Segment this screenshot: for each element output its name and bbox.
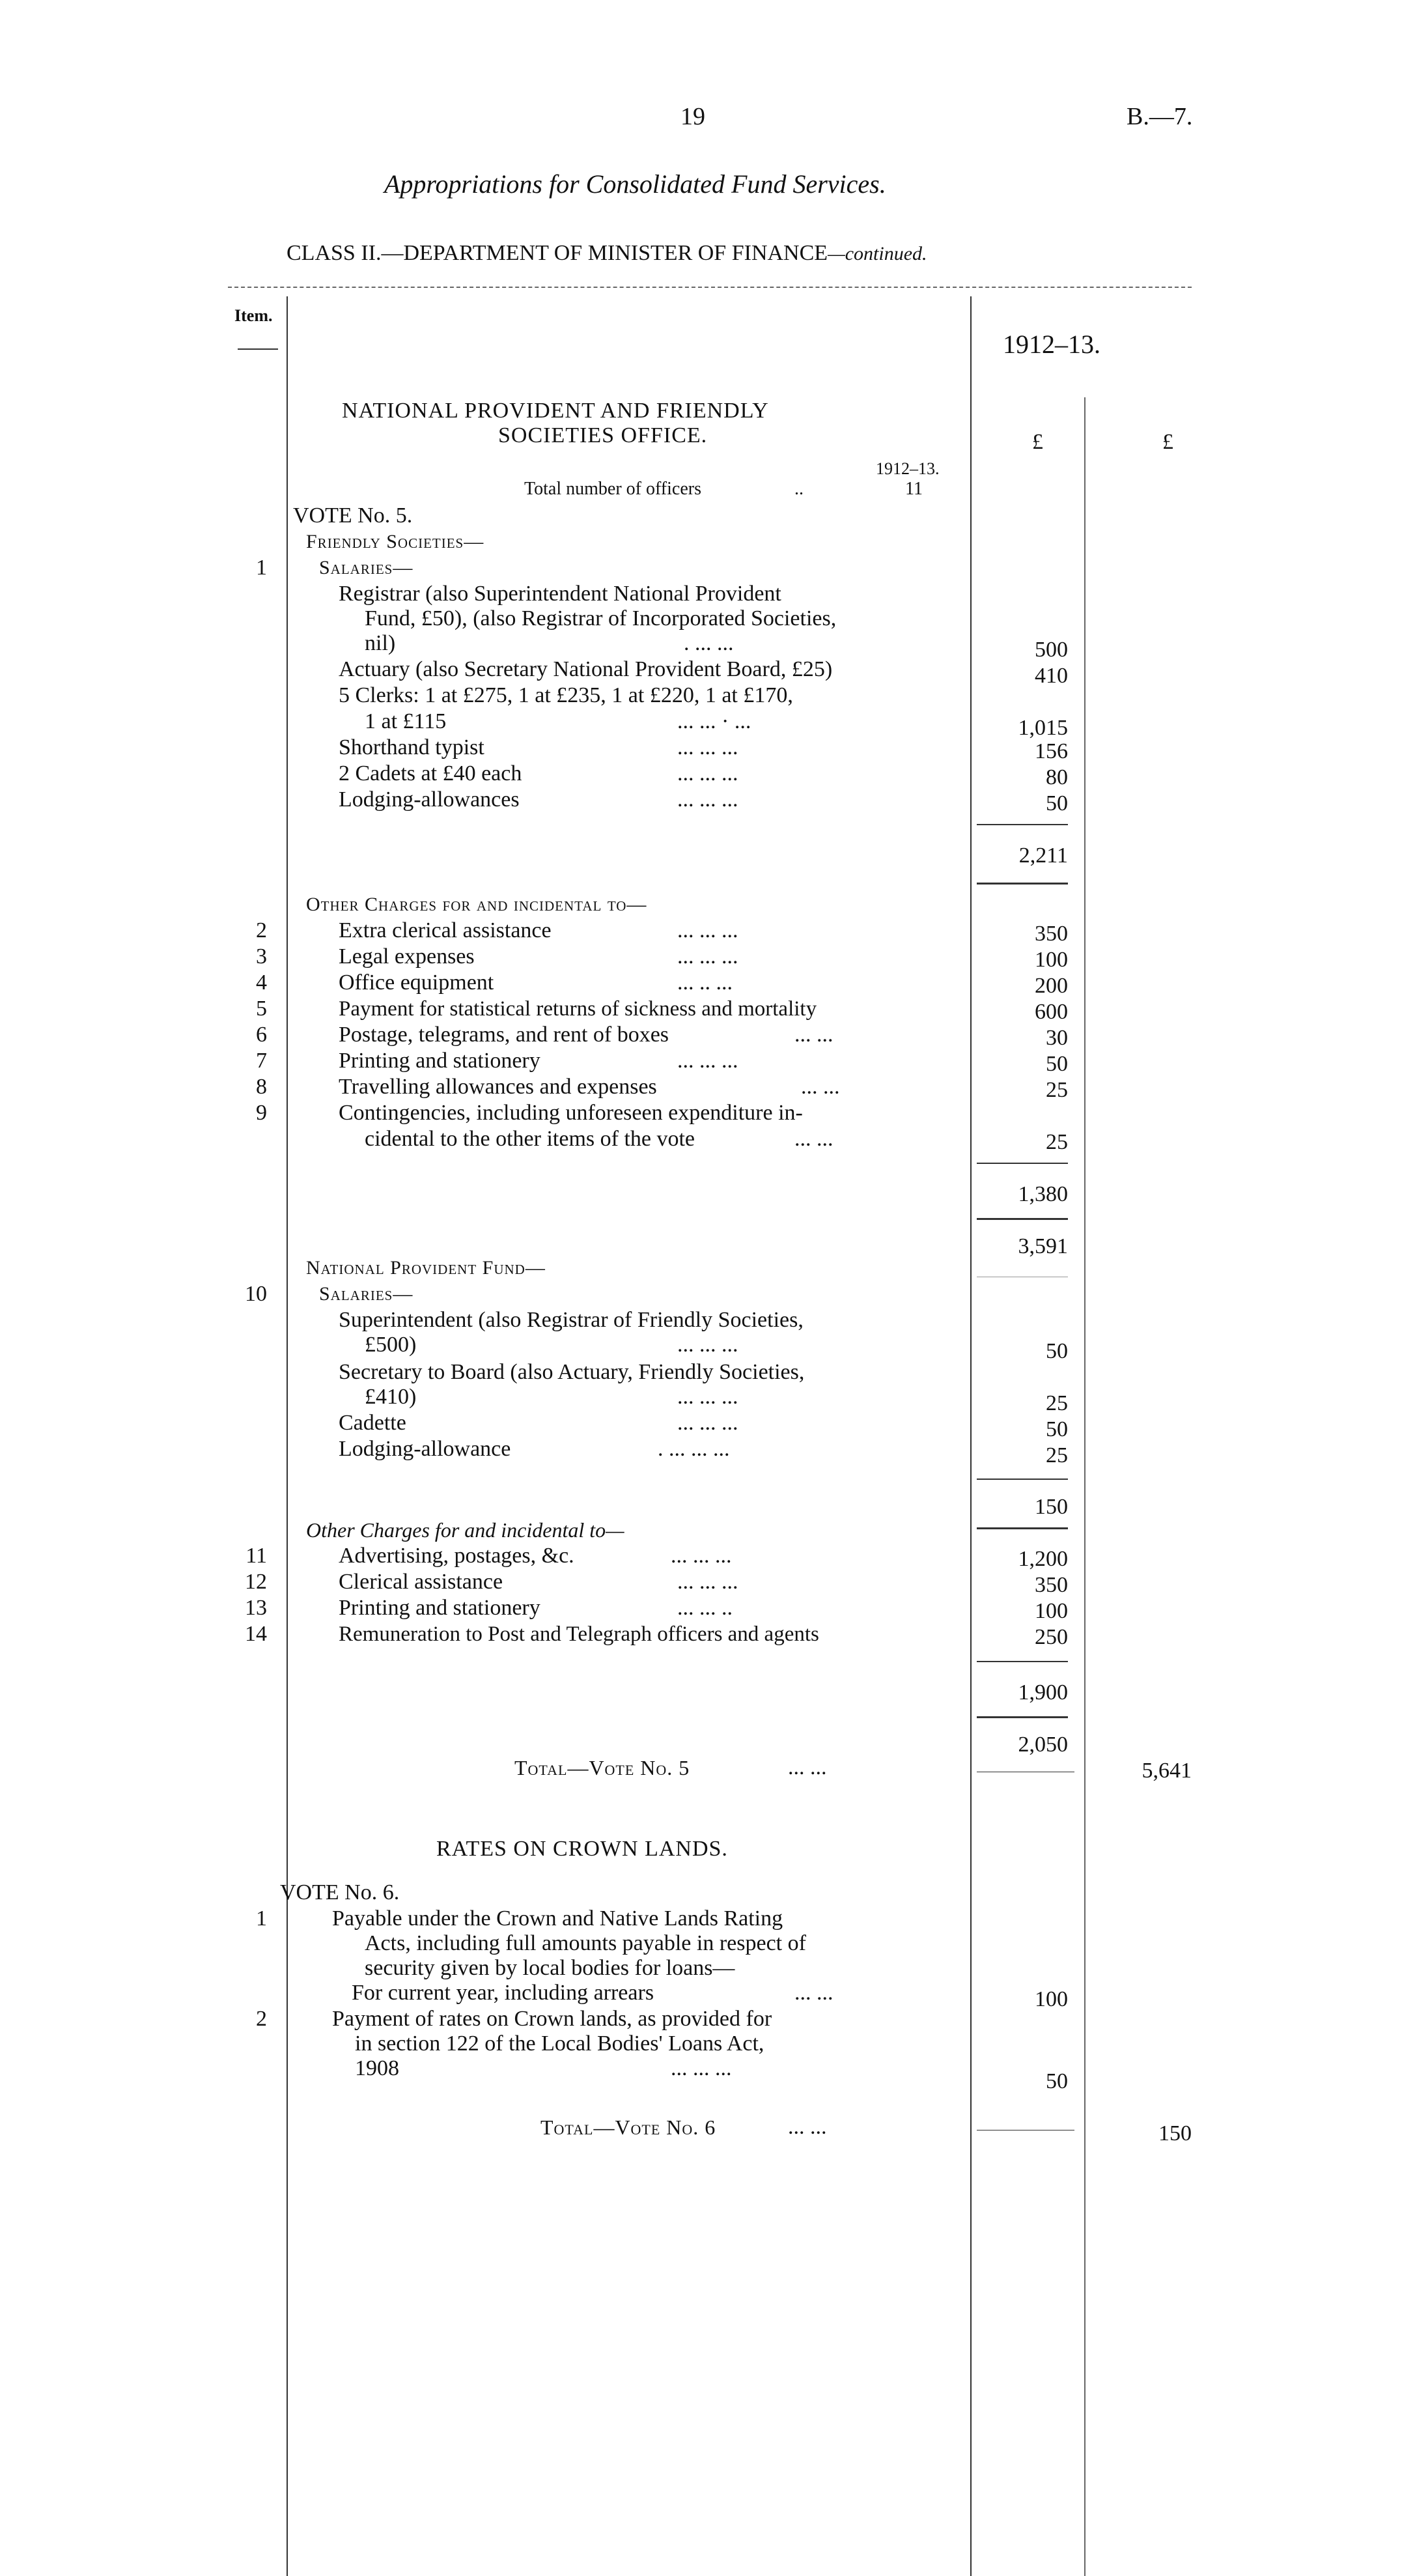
item-number: 5 <box>256 997 267 1021</box>
class-heading-main: CLASS II.—DEPARTMENT OF MINISTER OF FINANCE <box>287 241 828 265</box>
leader-dots: ... ... <box>788 1755 827 1779</box>
charge-line: Payment for statistical returns of sickness and mortality <box>339 997 817 1021</box>
salary-line: Fund, £50), (also Registrar of Incorporated Societies, <box>365 606 837 630</box>
officers-dots: .. <box>794 479 804 499</box>
sum-rule <box>977 1716 1068 1718</box>
section-title-line1: NATIONAL PROVIDENT AND FRIENDLY <box>342 399 769 423</box>
leader-dots: . ... ... ... <box>658 1437 730 1461</box>
sum-rule <box>977 1163 1068 1164</box>
salary-line: 2 Cadets at £40 each <box>339 761 522 786</box>
npf-line: Cadette <box>339 1411 406 1435</box>
amount-value: 350 <box>1035 922 1068 946</box>
leader-dots: ... ... <box>801 1075 840 1099</box>
amount-value: 80 <box>1046 765 1068 789</box>
rates-line: Acts, including full amounts payable in respect of <box>365 1931 806 1955</box>
amount-value: 200 <box>1035 974 1068 998</box>
charge-line: Extra clerical assistance <box>339 918 552 942</box>
charge-line: Legal expenses <box>339 944 475 969</box>
item-number: 12 <box>245 1570 267 1594</box>
leader-dots: ... ... <box>794 1127 834 1151</box>
amount-value: 410 <box>1035 664 1068 688</box>
officers-count: 11 <box>905 479 923 499</box>
amount-value: 1,200 <box>1018 1547 1068 1571</box>
leader-dots: ... ... ... <box>677 918 738 942</box>
vote6-total-value: 150 <box>1158 2121 1192 2145</box>
section-title-line2: SOCIETIES OFFICE. <box>498 423 708 447</box>
item-number: 10 <box>245 1282 267 1306</box>
sum-rule <box>977 1661 1068 1662</box>
npf-heading: National Provident Fund— <box>306 1257 546 1279</box>
table-top-rule <box>228 287 1192 288</box>
npf-other-total: 1,900 <box>1018 1680 1068 1705</box>
other-charges-total: 1,380 <box>1018 1182 1068 1206</box>
page-title: Appropriations for Consolidated Fund Services. <box>384 169 886 199</box>
officers-year: 1912–13. <box>876 459 940 478</box>
leader-dots: ... ... ... <box>677 787 738 812</box>
item-number: 2 <box>256 918 267 942</box>
npf-salaries-total: 150 <box>1035 1495 1068 1519</box>
item-number: 4 <box>256 970 267 995</box>
item-number: 7 <box>256 1049 267 1073</box>
item-number: 3 <box>256 944 267 969</box>
amount-value: 1,015 <box>1018 716 1068 740</box>
sum-rule <box>977 1527 1068 1529</box>
npf-other-heading: Other Charges for and incidental to— <box>306 1518 624 1542</box>
item-header-rule <box>238 348 278 350</box>
other-charges-heading: Other Charges for and incidental to— <box>306 894 647 915</box>
npf-line: Secretary to Board (also Actuary, Friendly Societies, <box>339 1360 805 1384</box>
amount-value: 100 <box>1035 948 1068 972</box>
amount-column-unit: £ <box>1032 430 1043 454</box>
page-number: 19 <box>680 103 705 130</box>
sum-rule <box>977 824 1068 825</box>
salaries-total: 2,211 <box>1018 843 1068 868</box>
salaries-heading: Salaries— <box>319 557 413 578</box>
charge-line: Office equipment <box>339 970 494 995</box>
npf-line: £410) <box>365 1385 417 1409</box>
sum-rule <box>977 883 1068 885</box>
item-number: 11 <box>245 1544 267 1568</box>
amount-value: 30 <box>1046 1026 1068 1050</box>
charge-line: Postage, telegrams, and rent of boxes <box>339 1023 669 1047</box>
salary-line: nil) <box>365 631 396 655</box>
rates-vote-label: VOTE No. 6. <box>280 1880 400 1904</box>
rates-line: security given by local bodies for loans— <box>365 1956 735 1980</box>
npf-total: 2,050 <box>1018 1733 1068 1757</box>
sum-rule <box>977 1479 1068 1480</box>
npf-line: Superintendent (also Registrar of Friendly Societies, <box>339 1308 804 1332</box>
leader-dots: ... ... <box>794 1023 834 1047</box>
salary-line: 1 at £115 <box>365 709 447 733</box>
amount-value: 600 <box>1035 1000 1068 1024</box>
npf-salaries-heading: Salaries— <box>319 1283 413 1305</box>
amount-value: 50 <box>1046 2069 1068 2093</box>
amount-value: 25 <box>1046 1391 1068 1415</box>
report-code: B.—7. <box>1127 103 1193 130</box>
class-heading <box>287 241 927 266</box>
leader-dots: ... ... .. <box>677 1596 733 1620</box>
salary-line: Registrar (also Superintendent National Provident <box>339 582 781 606</box>
leader-dots: ... .. ... <box>677 970 733 995</box>
year-column-header: 1912–13. <box>1003 330 1100 359</box>
item-number: 9 <box>256 1101 267 1125</box>
leader-dots: ... ... ... <box>677 1411 738 1435</box>
officers-label: Total number of officers <box>524 479 701 499</box>
vote-label: VOTE No. 5. <box>293 503 413 528</box>
item-number: 1 <box>256 1906 267 1931</box>
item-number: 14 <box>245 1622 267 1646</box>
amount-value: 500 <box>1035 638 1068 662</box>
leader-dots: ... ... ... <box>677 944 738 969</box>
friendly-societies-heading: Friendly Societies— <box>306 531 484 552</box>
amount-value: 156 <box>1035 739 1068 763</box>
npf-line: £500) <box>365 1333 417 1357</box>
amount-value: 100 <box>1035 1987 1068 2011</box>
leader-dots: ... ... ... <box>677 735 738 759</box>
leader-dots: ... ... ... <box>677 761 738 786</box>
amount-column-rule <box>970 296 972 2576</box>
npf-charge-line: Remuneration to Post and Telegraph officers and agents <box>339 1622 819 1646</box>
leader-dots: ... ... <box>794 1981 834 2005</box>
amount-value: 50 <box>1046 1339 1068 1363</box>
amount-value: 100 <box>1035 1599 1068 1623</box>
leader-dots: ... ... <box>788 2115 827 2139</box>
amount-value: 250 <box>1035 1625 1068 1649</box>
vote5-total-label: Total—Vote No. 5 <box>514 1756 690 1779</box>
rates-line: in section 122 of the Local Bodies' Loans Act, <box>355 2031 764 2056</box>
amount-value: 50 <box>1046 1417 1068 1441</box>
leader-dots: ... ... ... <box>677 1333 738 1357</box>
total-column-unit: £ <box>1162 430 1173 454</box>
npf-charge-line: Advertising, postages, &c. <box>339 1544 574 1568</box>
leader-dots: ... ... ... <box>671 1544 732 1568</box>
sum-rule <box>977 1218 1068 1220</box>
item-column-rule <box>287 296 288 2576</box>
vote6-total-label: Total—Vote No. 6 <box>540 2116 716 2139</box>
amount-value: 25 <box>1046 1443 1068 1467</box>
rates-line: For current year, including arrears <box>352 1981 654 2005</box>
salary-line: Shorthand typist <box>339 735 484 759</box>
item-number: 1 <box>256 556 267 580</box>
charge-line: cidental to the other items of the vote <box>365 1127 695 1151</box>
salary-line: Lodging-allowances <box>339 787 520 812</box>
rates-section-title: RATES ON CROWN LANDS. <box>436 1837 728 1861</box>
charge-line: Printing and stationery <box>339 1049 540 1073</box>
leader-dots: ... ... ... <box>677 1049 738 1073</box>
friendly-societies-subtotal: 3,591 <box>1018 1234 1068 1258</box>
leader-dots: ... ... ... <box>677 1385 738 1409</box>
item-column-header: Item. <box>234 306 273 325</box>
amount-value: 350 <box>1035 1573 1068 1597</box>
item-number: 6 <box>256 1023 267 1047</box>
rates-line: Payable under the Crown and Native Lands Rating <box>332 1906 783 1931</box>
leader-dots: ... ... · ... <box>677 709 751 733</box>
item-number: 13 <box>245 1596 267 1620</box>
amount-value: 25 <box>1046 1078 1068 1102</box>
item-number: 8 <box>256 1075 267 1099</box>
amount-value: 50 <box>1046 791 1068 815</box>
item-number: 2 <box>256 2007 267 2031</box>
total-column-rule <box>1084 397 1086 2576</box>
npf-line: Lodging-allowance <box>339 1437 511 1461</box>
npf-charge-line: Printing and stationery <box>339 1596 540 1620</box>
salary-line: Actuary (also Secretary National Provident Board, £25) <box>339 657 833 681</box>
amount-value: 25 <box>1046 1130 1068 1154</box>
rates-line: Payment of rates on Crown lands, as provided for <box>332 2007 772 2031</box>
leader-dots: . ... ... <box>684 631 734 655</box>
leader-dots: ... ... ... <box>671 2056 732 2080</box>
class-heading-suffix: —continued. <box>828 243 927 264</box>
rates-line: 1908 <box>355 2056 399 2080</box>
charge-line: Contingencies, including unforeseen expenditure in- <box>339 1101 803 1125</box>
charge-line: Travelling allowances and expenses <box>339 1075 657 1099</box>
vote5-total-value: 5,641 <box>1142 1759 1192 1783</box>
leader-dots: ... ... ... <box>677 1570 738 1594</box>
amount-value: 50 <box>1046 1052 1068 1076</box>
salary-line: 5 Clerks: 1 at £275, 1 at £235, 1 at £220, 1 at £170, <box>339 683 793 707</box>
npf-charge-line: Clerical assistance <box>339 1570 503 1594</box>
